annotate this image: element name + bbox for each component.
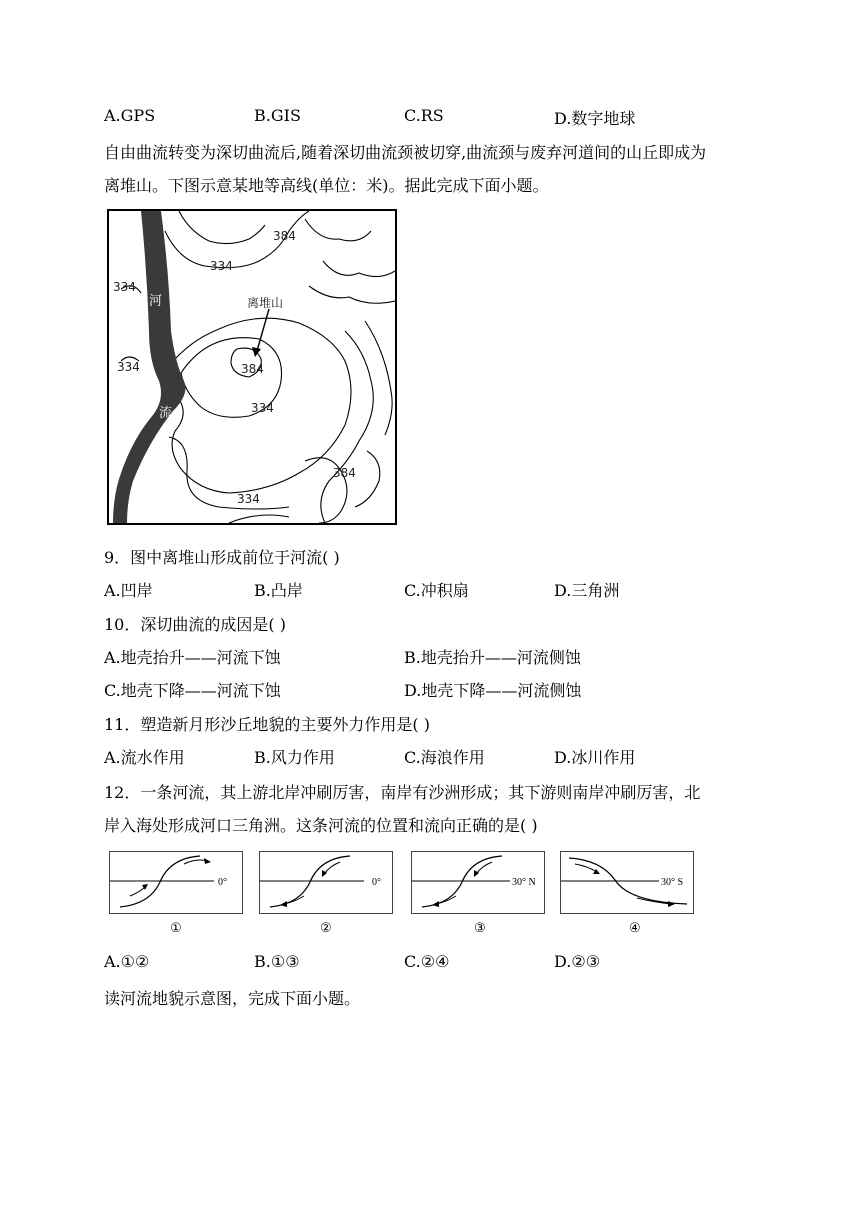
- contour-label-384-hill: 384: [241, 362, 264, 376]
- q8-option-c: C.RS: [404, 106, 444, 125]
- q11-option-a: A.流水作用: [104, 748, 185, 767]
- contour-label-334-upper: 334: [210, 259, 233, 273]
- contour-label-334-left-top: 334: [113, 280, 136, 294]
- contour-line: [305, 219, 371, 241]
- q12-stem-line-2: 岸入海处形成河口三角洲。这条河流的位置和流向正确的是( ): [104, 816, 538, 835]
- panel-2-lat: 0°: [372, 877, 381, 888]
- q8-option-a: A.GPS: [104, 106, 156, 125]
- river-panel-4: [560, 851, 694, 914]
- q12-option-a: A.①②: [104, 952, 150, 971]
- contour-label-384-top: 384: [273, 229, 296, 243]
- panel-3-lat: 30° N: [512, 877, 536, 888]
- contour-line: [365, 321, 392, 435]
- q12-stem-line-1: 12．一条河流，其上游北岸冲刷厉害，南岸有沙洲形成；其下游则南岸冲刷厉害，北: [104, 783, 701, 802]
- contour-label-334-left-mid: 334: [117, 360, 140, 374]
- river-panel-1: [109, 851, 243, 914]
- panel-4-number: ④: [629, 921, 641, 936]
- q12-option-d: D.②③: [554, 952, 601, 971]
- q8-option-b: B.GIS: [254, 106, 301, 125]
- contour-label-384-right: 384: [333, 466, 356, 480]
- hill-name-label: 离堆山: [247, 296, 284, 310]
- intro-line-1: 自由曲流转变为深切曲流后,随着深切曲流颈被切穿,曲流颈与废弃河道间的山丘即成为: [104, 143, 707, 162]
- contour-line: [229, 515, 289, 523]
- q8-option-d: D.数字地球: [554, 109, 636, 128]
- hill-arrow: [257, 309, 269, 351]
- contour-map: [107, 209, 397, 525]
- contour-line: [179, 211, 265, 244]
- flow-arrow: [476, 862, 492, 874]
- q9-option-b: B.凸岸: [254, 581, 303, 600]
- q11-option-d: D.冰川作用: [554, 748, 636, 767]
- q9-option-c: C.冲积扇: [404, 581, 469, 600]
- contour-map-drawing: [109, 211, 395, 523]
- panel-2-number: ②: [320, 921, 332, 936]
- river-panel-2: [259, 851, 393, 914]
- q10-option-b: B.地壳抬升——河流侧蚀: [404, 648, 581, 667]
- q10-stem: 10．深切曲流的成因是( ): [104, 615, 286, 634]
- panel-3-number: ③: [474, 921, 486, 936]
- panel-1-number: ①: [170, 921, 182, 936]
- contour-line: [355, 451, 380, 507]
- q9-option-a: A.凹岸: [104, 581, 153, 600]
- q12-option-c: C.②④: [404, 952, 450, 971]
- flow-arrow: [184, 860, 208, 864]
- river-label-he: 河: [149, 294, 163, 309]
- closing-instruction: 读河流地貌示意图，完成下面小题。: [104, 989, 361, 1008]
- contour-label-334-bottom: 334: [237, 492, 260, 506]
- q11-option-c: C.海浪作用: [404, 748, 485, 767]
- q9-option-d: D.三角洲: [554, 581, 620, 600]
- contour-line: [309, 286, 395, 303]
- q10-option-d: D.地壳下降——河流侧蚀: [404, 681, 582, 700]
- flow-arrow: [575, 864, 597, 872]
- q11-option-b: B.风力作用: [254, 748, 335, 767]
- river-label-liu: 流: [159, 406, 173, 421]
- q9-stem: 9．图中离堆山形成前位于河流( ): [104, 548, 340, 567]
- panel-1-lat: 0°: [218, 877, 227, 888]
- contour-line: [323, 261, 395, 277]
- contour-label-334-hill: 334: [251, 401, 274, 415]
- q12-option-b: B.①③: [254, 952, 300, 971]
- panel-4-lat: 30° S: [661, 877, 684, 888]
- q11-stem: 11．塑造新月形沙丘地貌的主要外力作用是( ): [104, 715, 430, 734]
- flow-arrow: [324, 862, 340, 874]
- contour-line: [169, 437, 289, 509]
- q10-option-a: A.地壳抬升——河流下蚀: [104, 648, 281, 667]
- river-panel-3: [411, 851, 545, 914]
- intro-line-2: 离堆山。下图示意某地等高线(单位：米)。据此完成下面小题。: [104, 176, 549, 195]
- q10-option-c: C.地壳下降——河流下蚀: [104, 681, 281, 700]
